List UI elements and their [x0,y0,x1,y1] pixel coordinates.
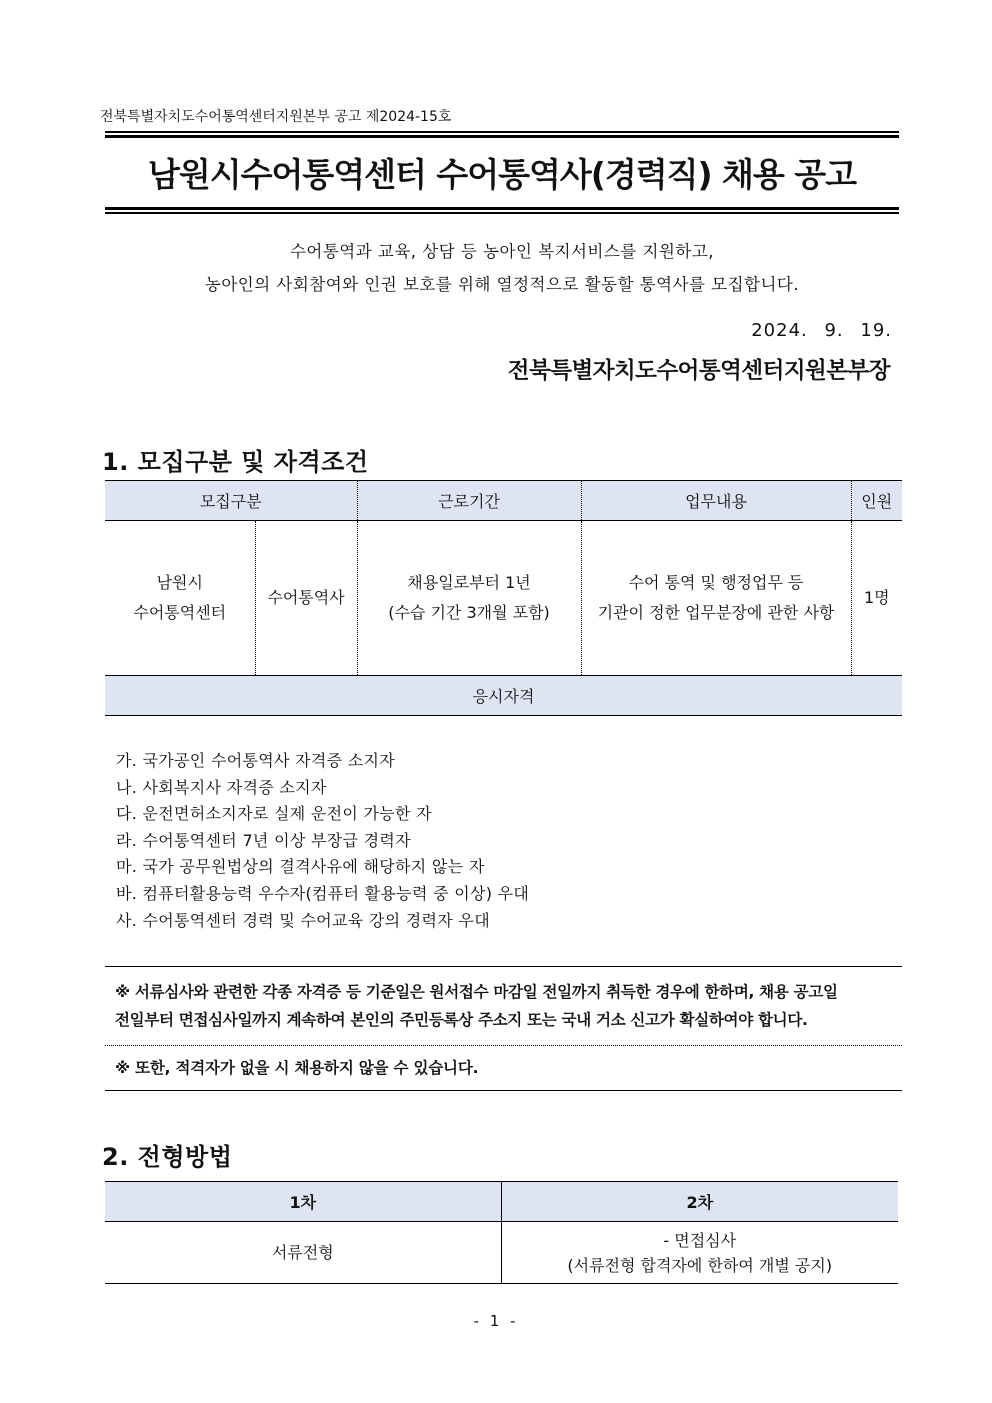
stage-1-cell: 서류전형 [105,1222,501,1284]
list-item: 라. 수어통역센터 7년 이상 부장급 경력자 [116,830,411,850]
list-item: 나. 사회복지사 자격증 소지자 [116,777,327,797]
org-cell [105,521,255,676]
section-1-title: 1. 모집구분 및 자격조건 [102,448,369,476]
duty-cell [581,521,851,676]
title-rule-top-thick [105,135,899,138]
period-cell [357,521,581,676]
note-1-line-2: 전일부터 면접심사일까지 계속하여 본인의 주민등록상 주소지 또는 국내 거소 신고가 확실하여야 합니다. [115,1011,808,1029]
stage-2-line-1: - 면접심사 [663,1230,737,1250]
note-qualification-basis [105,966,902,1046]
qualification-header-row [105,676,902,716]
duty-line-2: 기관이 정한 업무분장에 관한 사항 [597,603,835,622]
intro-line-1: 수어통역과 교육, 상담 등 농아인 복지서비스를 지원하고, [289,242,715,261]
recruitment-table-header [105,481,902,521]
announcement-date: 2024. 9. 19. [751,320,892,341]
header-stage-2: 2차 [501,1182,898,1222]
title-rule-top-thin [105,131,899,133]
table-row [105,521,902,676]
list-item: 바. 컴퓨터활용능력 우수자(컴퓨터 활용능력 중 이상) 우대 [116,883,530,903]
header-period: 근로기간 [357,481,581,521]
section-2-title: 2. 전형방법 [102,1143,233,1171]
header-stage-1: 1차 [105,1182,501,1222]
selection-table-header [105,1182,898,1222]
page-title: 남원시수어통역센터 수어통역사(경력직) 채용 공고 [147,155,857,194]
duty-line-1: 수어 통역 및 행정업무 등 [628,573,804,592]
recruitment-table [105,480,902,716]
page-number: - 1 - [473,1312,519,1330]
org-line-1: 남원시 [156,573,203,592]
stage-2-cell [501,1222,898,1284]
list-item: 마. 국가 공무원법상의 결격사유에 해당하지 않는 자 [116,857,485,877]
period-line-1: 채용일로부터 1년 [407,573,531,592]
header-duty: 업무내용 [581,481,851,521]
header-count: 인원 [851,481,902,521]
selection-table [105,1181,898,1284]
note-1-line-1: ※ 서류심사와 관련한 각종 자격증 등 기준일은 원서접수 마감일 전일까지 취득한 경우에 한하며, 채용 공고일 [115,983,838,1001]
notice-number: 전북특별자치도수어통역센터지원본부 공고 제2024-15호 [100,109,452,125]
issuer-name: 전북특별자치도수어통역센터지원본부장 [507,358,890,384]
title-rule-bottom-thick [105,207,899,210]
stage-2-line-2: (서류전형 합격자에 한하여 개별 공지) [567,1255,833,1275]
qualification-list [116,748,529,934]
header-category: 모집구분 [105,481,357,521]
qualification-header: 응시자격 [105,676,902,716]
note-no-hire: ※ 또한, 적격자가 없을 시 채용하지 않을 수 있습니다. [105,1046,902,1091]
period-line-2: (수습 기간 3개월 포함) [388,603,550,622]
position-cell: 수어통역사 [255,521,357,676]
list-item: 가. 국가공인 수어통역사 자격증 소지자 [116,751,396,770]
count-cell: 1명 [851,521,902,676]
table-row [105,1222,898,1284]
list-item: 다. 운전면허소지자로 실제 운전이 가능한 자 [116,804,432,824]
list-item: 사. 수어통역센터 경력 및 수어교육 강의 경력자 우대 [116,910,490,930]
intro-line-2: 농아인의 사회참여와 인권 보호를 위해 열정적으로 활동할 통역사를 모집합니다. [204,275,800,294]
title-rule-bottom-thin [105,212,899,214]
org-line-2: 수어통역센터 [133,603,227,622]
